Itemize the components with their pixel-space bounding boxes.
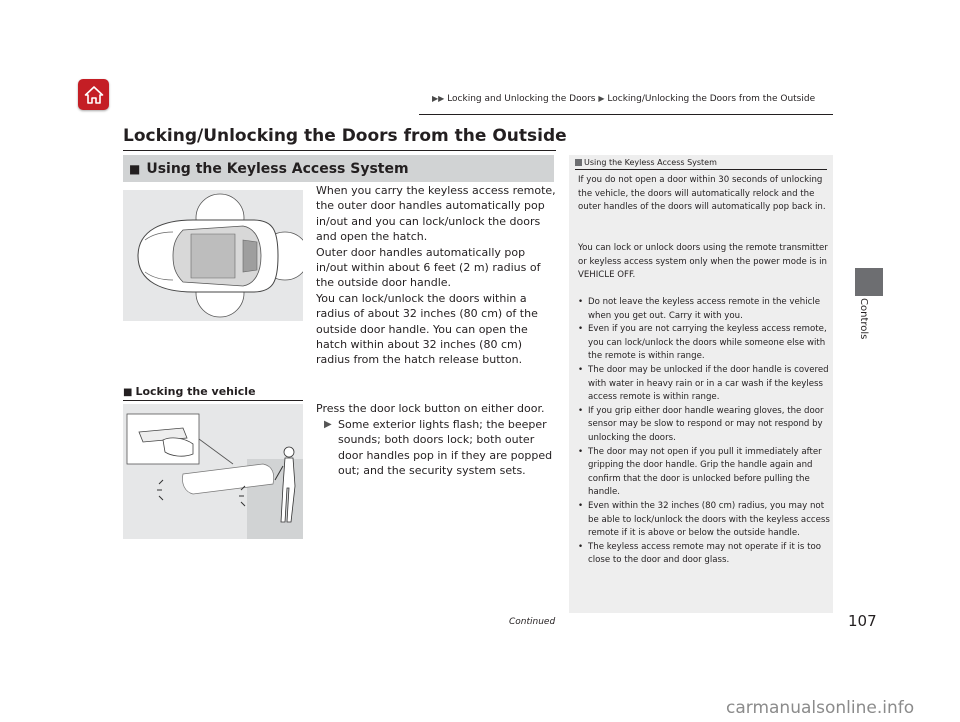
breadcrumb-link-locking[interactable]: Locking and Unlocking the Doors (447, 94, 596, 104)
list-item (578, 541, 830, 568)
list-item (578, 500, 830, 541)
list-item (578, 323, 830, 364)
chapter-tab-marker[interactable] (855, 268, 883, 296)
bullet-text: The keyless access remote may not operate if it is too close to the door and door glass. (588, 541, 822, 566)
chapter-tab-label[interactable]: Controls (858, 298, 869, 340)
bullet-icon: • (578, 541, 584, 552)
bullet-text: Even if you are not carrying the keyless access remote, you can lock/unlock the doors while someone else with the remote is within range. (588, 324, 827, 362)
note-paragraph: If you do not open a door within 30 seconds of unlocking the vehicle, the doors will automatically relock and the outer handles of the doors will automatically pop back in. (578, 175, 826, 213)
locking-heading: Locking the vehicle (135, 385, 256, 398)
breadcrumb-current: Locking/Unlocking the Doors from the Outside (607, 94, 816, 104)
list-item (578, 405, 830, 446)
breadcrumb (432, 94, 815, 104)
bullet-text: Do not leave the keyless access remote in the vehicle when you get out. Carry it with you. (588, 297, 821, 321)
breadcrumb-arrow-icon: ▶▶ (432, 94, 445, 103)
locking-illustration (123, 404, 303, 539)
bullet-text: The door may be unlocked if the door handle is covered with water in heavy rain or in a car wash if the keyless access remote is within range. (588, 364, 829, 403)
section-heading-bar (123, 155, 554, 182)
keyless-range-illustration (123, 190, 303, 321)
bullet-icon: • (578, 324, 584, 335)
breadcrumb-arrow-icon: ▶ (598, 94, 605, 103)
note-icon (575, 159, 582, 166)
title-divider (123, 150, 556, 151)
locking-subheading (123, 385, 256, 398)
bullet-icon: • (578, 500, 584, 511)
bullet-icon: • (578, 446, 584, 457)
note-paragraph: You can lock or unlock doors using the remote transmitter or keyless access system only when the power mode is in VEHICLE OFF. (578, 243, 828, 281)
note-title (575, 158, 717, 167)
result-arrow-icon: ▶ (324, 419, 332, 430)
subheading-divider (123, 400, 303, 401)
locking-instruction: Press the door lock button on either door. (316, 402, 545, 415)
paragraph: Outer door handles automatically pop in/out within about 6 feet (2 m) radius of the outside door handle. (316, 245, 541, 290)
subheading-square-icon: ■ (123, 387, 133, 398)
home-button[interactable] (78, 79, 109, 110)
locking-result (324, 417, 560, 479)
note-bullet-list (578, 296, 830, 568)
list-item (578, 446, 830, 500)
section-heading: Using the Keyless Access System (146, 160, 409, 177)
bullet-icon: • (578, 297, 584, 307)
paragraph: When you carry the keyless access remote, the outer door handles automatically pop in/out and you can lock/unlock the doors and open the hatch. (316, 184, 556, 244)
note-title-text[interactable]: Using the Keyless Access System (584, 158, 717, 167)
bullet-icon: • (578, 364, 584, 375)
paragraph: You can lock/unlock the doors within a radius of about 32 inches (80 cm) of the outside door handle. You can open the hatch within about 32 inches (80 cm) radius from the hatch release button. (316, 291, 538, 367)
note-divider (575, 169, 827, 170)
watermark: carmanualsonline.info (726, 698, 915, 718)
list-item (578, 296, 830, 323)
bullet-text: If you grip either door handle wearing gloves, the door sensor may be slow to respond or may not respond by unlocking the doors. (588, 405, 824, 443)
keyless-description (316, 183, 556, 368)
bullet-icon: • (578, 405, 584, 416)
header-divider (419, 114, 833, 115)
bullet-text: Even within the 32 inches (80 cm) radius, you may not be able to lock/unlock the doors with the keyless access remote if it is above or below the outside handle. (588, 500, 830, 539)
bullet-text: The door may not open if you pull it immediately after gripping the door handle. Grip the handle again and confirm that the door is unlocked before pulling the handle. (588, 446, 822, 498)
continued-label: Continued (509, 617, 556, 627)
home-icon (83, 84, 105, 106)
section-square-icon: ■ (129, 161, 141, 176)
list-item (578, 364, 830, 405)
page-title: Locking/Unlocking the Doors from the Outside (123, 126, 567, 146)
page-number: 107 (848, 612, 877, 630)
locking-result-text: Some exterior lights flash; the beeper sounds; both doors lock; both outer door handles pop in if they are popped out; and the security system sets. (338, 418, 553, 478)
